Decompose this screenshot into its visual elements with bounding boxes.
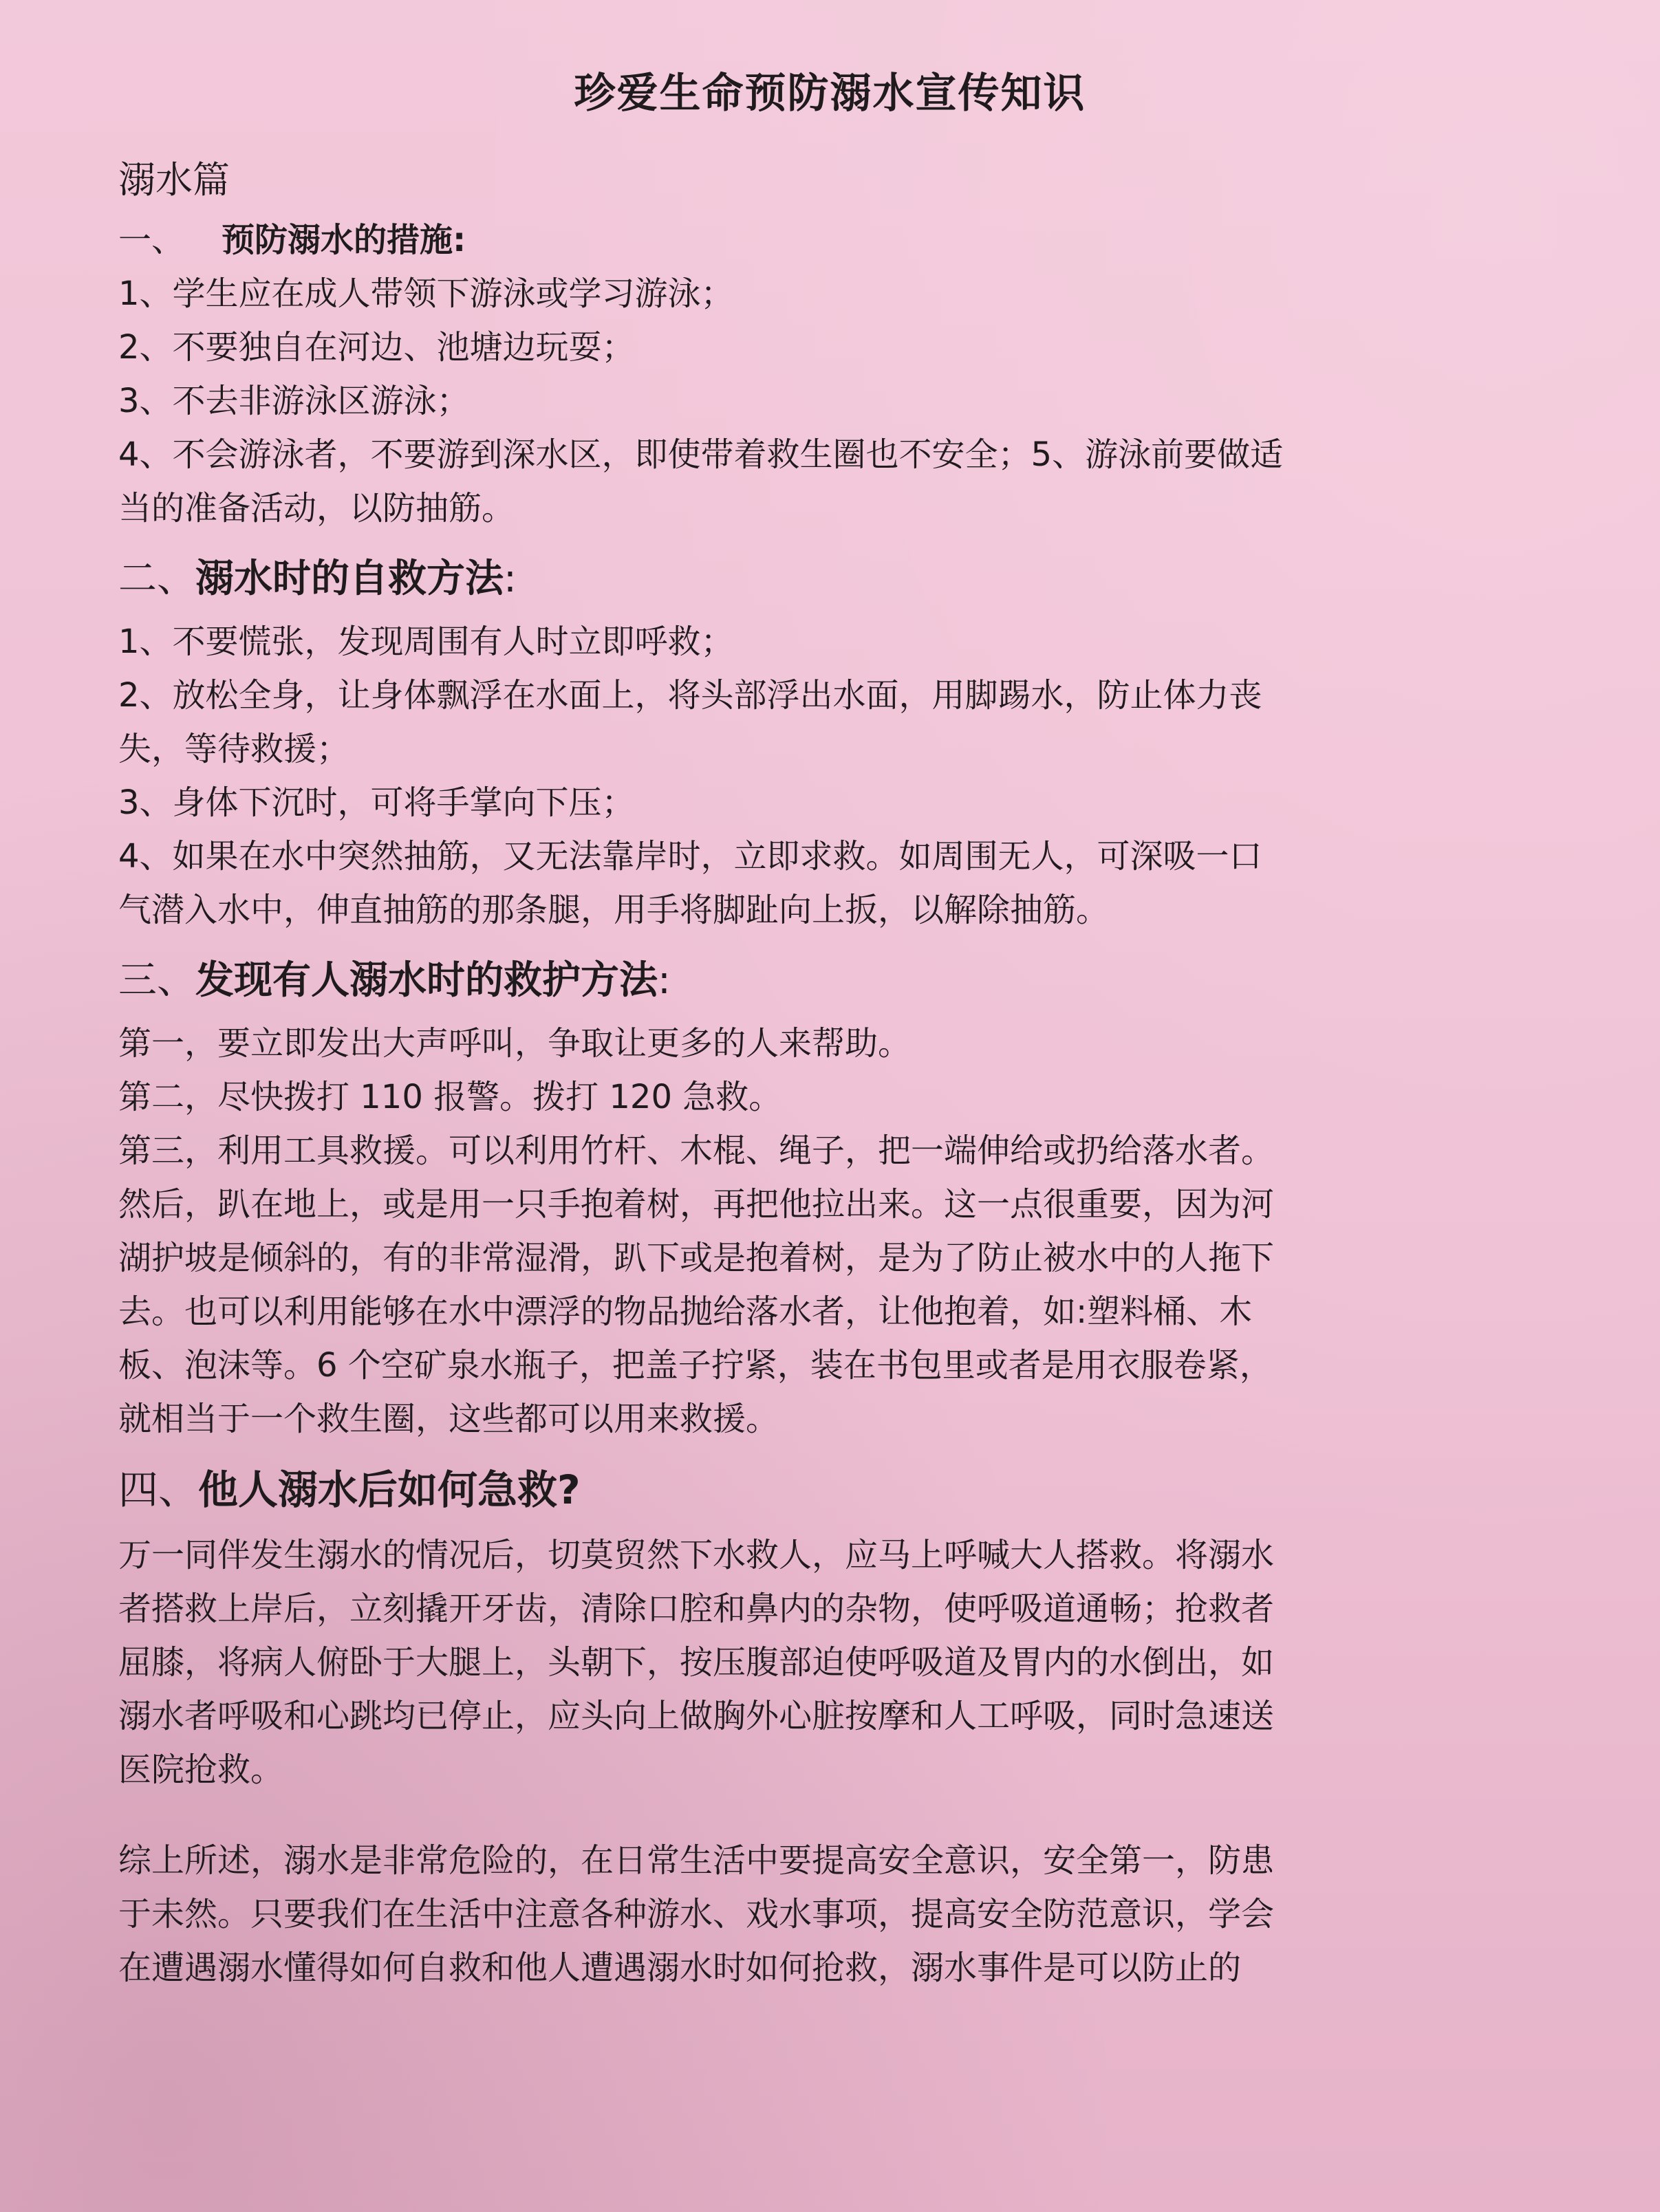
- part3-number: 三、: [118, 958, 195, 1003]
- part2-line: 1、不要慌张，发现周围有人时立即呼救；: [118, 622, 734, 661]
- part4-line: 屈膝，将病人俯卧于大腿上，头朝下，按压腹部迫使呼吸道及胃内的水倒出，如: [118, 1643, 1275, 1682]
- part1-line: 3、不去非游泳区游泳；: [118, 382, 470, 420]
- part1-line: 2、不要独自在河边、池塘边玩耍；: [118, 328, 635, 367]
- part2-line: 失，等待救援；: [118, 730, 350, 768]
- part3-line: 去。也可以利用能够在水中漂浮的物品抛给落水者，让他抱着，如:塑料桶、木: [118, 1292, 1253, 1331]
- summary-line: 在遭遇溺水懂得如何自救和他人遭遇溺水时如何抢救，溺水事件是可以防止的: [118, 1949, 1242, 1987]
- part1-line: 1、学生应在成人带领下游泳或学习游泳；: [118, 274, 734, 313]
- summary-line: 于未然。只要我们在生活中注意各种游水、戏水事项，提高安全防范意识，学会: [118, 1895, 1275, 1933]
- part4-line: 溺水者呼吸和心跳均已停止，应头向上做胸外心脏按摩和人工呼吸，同时急速送: [118, 1697, 1275, 1735]
- part2-heading: [118, 547, 1577, 611]
- part1-line: 当的准备活动，以防抽筋。: [118, 489, 515, 528]
- part3-title: 发现有人溺水时的救护方法: [195, 958, 658, 1003]
- part1-title: 预防溺水的措施:: [222, 221, 466, 259]
- part2-line: 气潜入水中，伸直抽筋的那条腿，用手将脚趾向上扳，以解除抽筋。: [118, 891, 1110, 929]
- section-label: 溺水篇: [118, 158, 230, 202]
- document-body: [118, 151, 1577, 1995]
- part3-line: 第三，利用工具救援。可以利用竹杆、木棍、绳子，把一端伸给或扔给落水者。: [118, 1131, 1275, 1170]
- part3-line: 板、泡沫等。6 个空矿泉水瓶子，把盖子拧紧，装在书包里或者是用衣服卷紧，: [118, 1346, 1273, 1385]
- part2-colon: :: [504, 556, 517, 601]
- part3-colon: :: [658, 958, 671, 1003]
- part3-line: 第二，尽快拨打 110 报警。拨打 120 急救。: [118, 1078, 782, 1116]
- part4-line: 万一同伴发生溺水的情况后，切莫贸然下水救人，应马上呼喊大人搭救。将溺水: [118, 1536, 1275, 1574]
- part2-line: 4、如果在水中突然抽筋，又无法靠岸时，立即求救。如周围无人，可深吸一口: [118, 837, 1262, 876]
- part1-line: 4、不会游泳者，不要游到深水区，即使带着救生圈也不安全；5、游泳前要做适: [118, 435, 1284, 474]
- part3-heading: [118, 949, 1577, 1012]
- document-title: 珍爱生命预防溺水宣传知识: [574, 69, 1086, 118]
- part4-line: 者搭救上岸后，立刻撬开牙齿，清除口腔和鼻内的杂物，使呼吸道通畅；抢救者: [118, 1590, 1275, 1628]
- summary-line: 综上所述，溺水是非常危险的，在日常生活中要提高安全意识，安全第一，防患: [118, 1841, 1275, 1880]
- part3-line: 湖护坡是倾斜的，有的非常湿滑，趴下或是抱着树，是为了防止被水中的人拖下: [118, 1239, 1275, 1277]
- part2-number: 二、: [118, 556, 195, 601]
- part3-line: 然后，趴在地上，或是用一只手抱着树，再把他拉出来。这一点很重要，因为河: [118, 1185, 1275, 1224]
- part4-number: 四、: [118, 1466, 199, 1513]
- part2-line: 2、放松全身，让身体飘浮在水面上，将头部浮出水面，用脚踢水，防止体力丧: [118, 676, 1262, 715]
- part3-line: 第一，要立即发出大声呼叫，争取让更多的人来帮助。: [118, 1024, 912, 1063]
- part4-line: 医院抢救。: [118, 1750, 284, 1789]
- part4-heading: [118, 1457, 1577, 1523]
- part2-title: 溺水时的自救方法: [195, 556, 504, 601]
- part4-title: 他人溺水后如何急救?: [198, 1466, 581, 1513]
- part2-line: 3、身体下沉时，可将手掌向下压；: [118, 783, 635, 822]
- part3-line: 就相当于一个救生圈，这些都可以用来救援。: [118, 1400, 779, 1438]
- paragraph-gap: [118, 1797, 1577, 1834]
- part1-number: 一、: [118, 221, 185, 259]
- part1-heading: [118, 213, 1577, 267]
